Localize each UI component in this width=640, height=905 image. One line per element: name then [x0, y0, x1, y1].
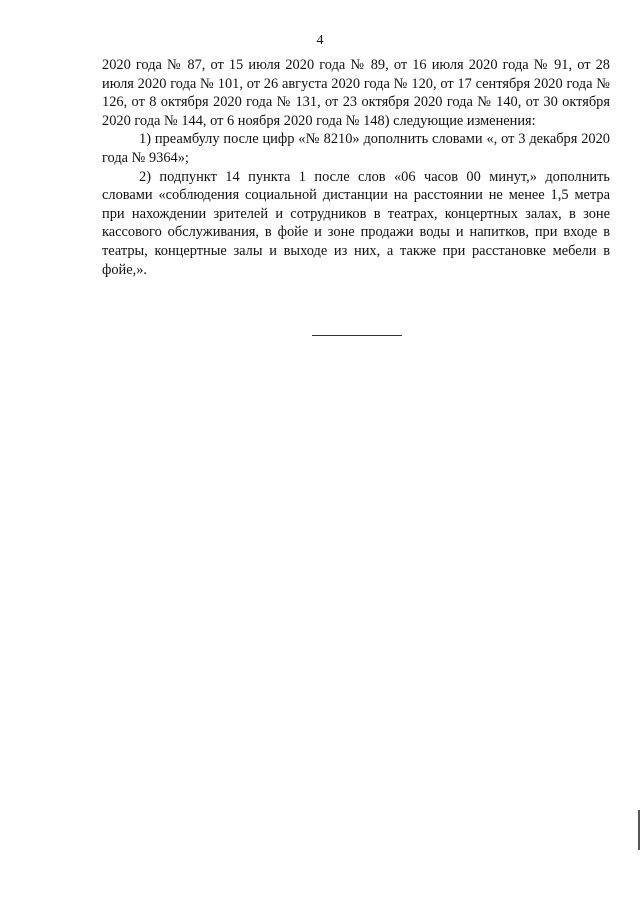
document-body [102, 56, 610, 279]
paragraph-item-1: 1) преамбулу после цифр «№ 8210» дополнить словами «, от 3 декабря 2020 года № 9364»; [102, 131, 610, 166]
closing-rule [312, 335, 402, 336]
paragraph-continuation: 2020 года № 87, от 15 июля 2020 года № 89, от 16 июля 2020 года № 91, от 28 июля 2020 года № 101, от 26 августа 2020 года № 120, от 17 сентября 2020 года № 126, от 8 октября 2020 года № 131, от 23 октября 2020 года № 140, от 30 октября 2020 года № 144, от 6 ноября 2020 года № 148) следующие изменения: [102, 57, 610, 129]
paragraph-item-2: 2) подпункт 14 пункта 1 после слов «06 часов 00 минут,» дополнить словами «соблюдения социальной дистанции на расстоянии не менее 1,5 метра при нахождении зрителей и сотрудников в театрах, концертных залах, в зоне кассового обслуживания, в фойе и зоне продажи воды и напитков, при входе в театры, концертные залы и выходе из них, а также при расстановке мебели в фойе,». [102, 168, 610, 278]
page-number: 4 [316, 33, 324, 48]
